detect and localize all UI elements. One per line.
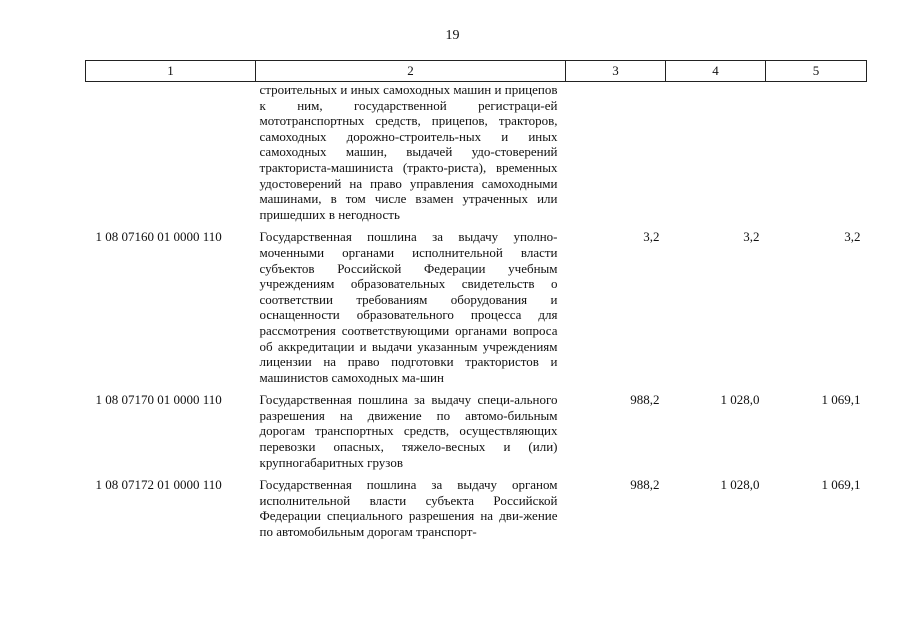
value-cell: [766, 82, 867, 227]
code-cell: 1 08 07172 01 0000 110: [95, 477, 222, 493]
code-cell: 1 08 07160 01 0000 110: [95, 229, 222, 245]
code-cell: [86, 82, 256, 227]
table-row: [86, 474, 867, 543]
column-header-1: 1: [86, 61, 256, 82]
value-cell-col5: 1 069,1: [821, 477, 861, 493]
table-row: [86, 226, 867, 389]
value-cell-col4: 1 028,0: [720, 392, 760, 408]
code-cell: 1 08 07170 01 0000 110: [95, 392, 222, 408]
column-header-2: 2: [256, 61, 566, 82]
description-cell: Государственная пошлина за выдачу уполно-моченными органами исполнительной власти субъектов Российской Федерации учебным учреждениям образовательных свидетельств о соответствии требованиям оборудования и оснащенности образовательного процесса для рассмотрения соответствующими органами вопроса об аккредитации и выдачи указанным учреждениям лицензии на право подготовки трактористов и машинистов самоходных ма-шин: [259, 229, 558, 385]
budget-table: [85, 60, 867, 544]
value-cell-col3: 988,2: [630, 392, 660, 408]
value-cell: [566, 82, 666, 227]
value-cell-col4: 3,2: [743, 229, 760, 245]
description-cell: Государственная пошлина за выдачу специ-ального разрешения на движение по автомо-бильным дорогам транспортных средств, осуществляющих перевозки опасных, тяжело-весных и (или) крупногабаритных грузов: [259, 392, 558, 470]
column-header-5: 5: [766, 61, 867, 82]
column-header-4: 4: [666, 61, 766, 82]
description-cell: Государственная пошлина за выдачу органом исполнительной власти субъекта Российской Федерации специального разрешения на дви-жение по автомобильным дорогам транспорт-: [259, 477, 558, 540]
value-cell-col4: 1 028,0: [720, 477, 760, 493]
value-cell-col3: 988,2: [630, 477, 660, 493]
value-cell-col5: 1 069,1: [821, 392, 861, 408]
page-number: 19: [445, 28, 460, 43]
value-cell: [666, 82, 766, 227]
description-cell: строительных и иных самоходных машин и прицепов к ним, государственной регистраци-ей мототранспортных средств, прицепов, тракторов, самоходных дорожно-строитель-ных и иных самоходных машин, выдачей удо-стоверений тракториста-машиниста (тракто-риста), временных удостоверений на право управления самоходными машинами, в том числе взамен утраченных или пришедших в негодность: [259, 82, 558, 222]
table-header-row: [86, 61, 867, 82]
table-row-continuation: [86, 82, 867, 227]
table-row: [86, 389, 867, 474]
column-header-3: 3: [566, 61, 666, 82]
value-cell-col3: 3,2: [643, 229, 660, 245]
value-cell-col5: 3,2: [844, 229, 861, 245]
